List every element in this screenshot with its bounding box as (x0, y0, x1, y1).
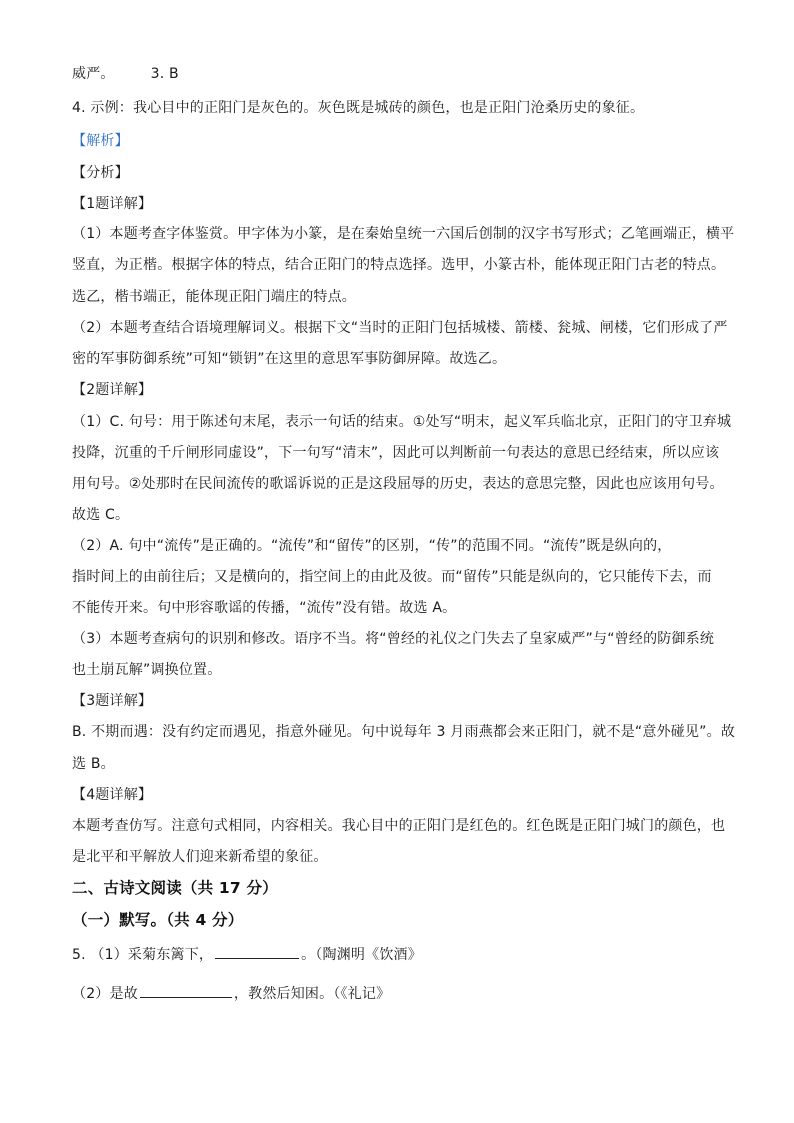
question-5-2 (72, 983, 390, 1004)
paragraph-line: （1）C. 句号：用于陈述句末尾，表示一句话的结束。①处写“明末，起义军兵临北京，正阳门的守卫弃城 (72, 414, 732, 430)
paragraph-line: 投降，沉重的千斤闸形同虚设”，下一句写“清末”，因此可以判断前一句表达的意思已经结束，所以应该 (72, 445, 720, 461)
paragraph-line: 选 B。 (72, 756, 115, 772)
heading-q1: 【1题详解】 (72, 196, 153, 212)
question-5-1 (72, 944, 422, 965)
paragraph-line: 用句号。②处那时在民间流传的歌谣诉说的正是这段屈辱的历史，表达的意思完整，因此也应该用句号。 (72, 476, 724, 492)
paragraph-line: 指时间上的由前往后；又是横向的，指空间上的由此及彼。而“留传”只能是纵向的，它只能传下去，而 (72, 569, 712, 585)
fill-blank (215, 944, 299, 959)
paragraph-line: 选乙，楷书端正，能体现正阳门端庄的特点。 (72, 289, 356, 305)
question-source: ，教然后知困。（《礼记》 (233, 986, 391, 1002)
paragraph-line: （3）本题考查病句的识别和修改。语序不当。将“曾经的礼仪之门失去了皇家威严”与“曾经的防御系统 (72, 631, 715, 647)
paragraph-line: （2）本题考查结合语境理解词义。根据下文“当时的正阳门包括城楼、箭楼、瓮城、闸楼，它们形成了严 (72, 320, 728, 336)
subsection-title: （一）默写。（共 4 分） (72, 911, 244, 929)
answer-3: 3. B (150, 66, 179, 82)
paragraph-line: 竖直，为正楷。根据字体的特点，结合正阳门的特点选择。选甲，小篆古朴，能体现正阳门古老的特点。 (72, 257, 726, 273)
answer-text: 威严。 (72, 66, 115, 82)
paragraph-line: 本题考查仿写。注意句式相同，内容相关。我心目中的正阳门是红色的。红色既是正阳门城门的颜色，也 (72, 818, 726, 834)
paragraph-line: B. 不期而遇：没有约定而遇见，指意外碰见。句中说每年 3 月雨燕都会来正阳门，就不是“意外碰见”。故 (72, 724, 736, 740)
heading-jiexi: 【解析】 (72, 133, 129, 149)
heading-q3: 【3题详解】 (72, 693, 153, 709)
paragraph-line: 是北平和平解放人们迎来新希望的象征。 (72, 849, 328, 865)
question-text: 5. （1）采菊东篱下， (72, 947, 214, 963)
answer-4: 4. 示例：我心目中的正阳门是灰色的。灰色既是城砖的颜色，也是正阳门沧桑历史的象征。 (72, 100, 645, 116)
paragraph-line: 不能传开来。句中形容歌谣的传播，“流传”没有错。故选 A。 (72, 600, 457, 616)
paragraph-line: 也土崩瓦解”调换位置。 (72, 662, 222, 678)
paragraph-line: （1）本题考查字体鉴赏。甲字体为小篆，是在秦始皇统一六国后创制的汉字书写形式；乙笔画端正，横平 (72, 226, 735, 242)
answer-line-3 (72, 64, 179, 84)
paragraph-line: 密的军事防御系统”可知“锁钥”在这里的意思军事防御屏障。故选乙。 (72, 351, 507, 367)
heading-q4: 【4题详解】 (72, 787, 153, 803)
question-source: 。（陶渊明《饮酒》 (301, 947, 422, 963)
paragraph-line: （2）A. 句中“流传”是正确的。“流传”和“留传”的区别，“传”的范围不同。“流传”既是纵向的， (72, 538, 672, 554)
question-text: （2）是故 (72, 986, 138, 1002)
heading-fenxi: 【分析】 (72, 165, 129, 181)
section-title: 二、古诗文阅读（共 17 分） (72, 879, 278, 897)
paragraph-line: 故选 C。 (72, 507, 130, 523)
heading-q2: 【2题详解】 (72, 382, 153, 398)
fill-blank (140, 983, 232, 998)
